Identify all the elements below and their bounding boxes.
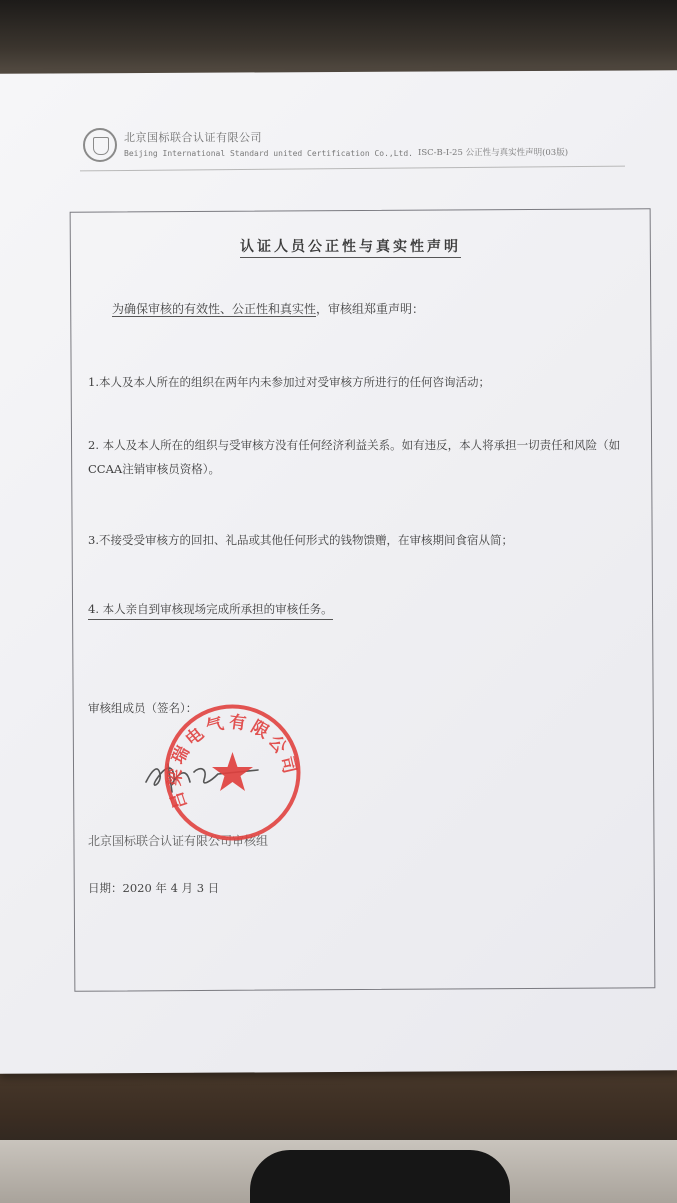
declaration-title: 认证人员公正性与真实性声明 — [240, 236, 461, 258]
declaration-item-4: 4. 本人亲自到审核现场完成所承担的审核任务。 — [88, 599, 333, 620]
intro-rest: ，审核组郑重声明： — [316, 302, 425, 316]
declaration-item-3: 3.不接受受审核方的回扣、礼品或其他任何形式的钱物馈赠，在审核期间食宿从简； — [88, 533, 513, 547]
header-doc-code: ISC-B-I-25 公正性与真实性声明(03版) — [418, 148, 569, 158]
company-logo-icon — [83, 128, 117, 162]
declaration-intro — [112, 300, 424, 317]
members-signature-label: 审核组成员（签名）： — [88, 701, 198, 715]
declaration-item-2: 2. 本人及本人所在的组织与受审核方没有任何经济利益关系。如有违反，本人将承担一切责任和风险（如CCAA注销审核员资格）。 — [88, 438, 621, 476]
header-company-cn: 北京国标联合认证有限公司 — [124, 131, 262, 144]
audit-group-line: 北京国标联合认证有限公司审核组 — [88, 834, 269, 848]
background-shadow — [250, 1150, 510, 1203]
intro-underlined: 为确保审核的有效性、公正性和真实性 — [112, 302, 317, 316]
background-top — [0, 0, 677, 80]
date-line: 日期：2020 年 4 月 3 日 — [88, 881, 220, 895]
header-company-en: Beijing International Standard united Certification Co.,Ltd. — [124, 149, 413, 158]
company-seal — [160, 700, 305, 845]
declaration-item-1: 1.本人及本人所在的组织在两年内未参加过对受审核方所进行的任何咨询活动； — [88, 375, 490, 389]
svg-text:吕梁瑞电气有限公司: 吕梁瑞电气有限公司 — [164, 712, 301, 812]
